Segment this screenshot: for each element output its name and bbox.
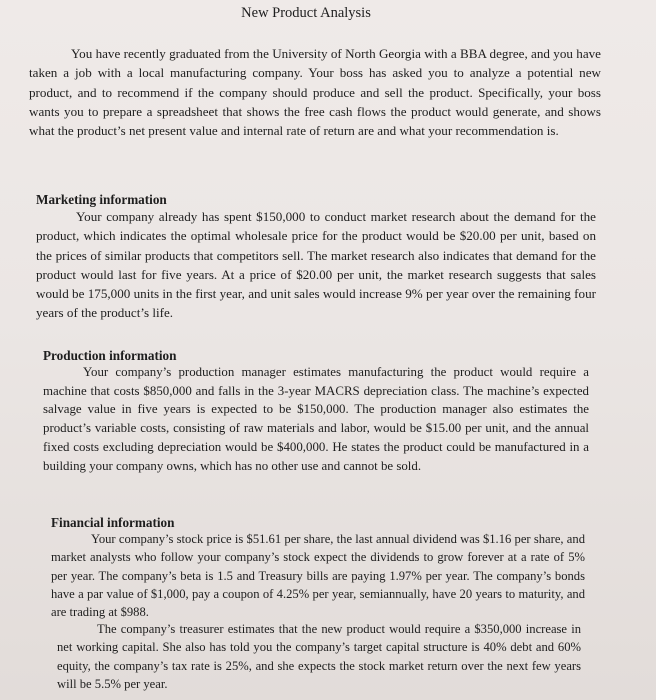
- page-title: New Product Analysis: [241, 5, 371, 21]
- financial-heading: Financial information: [51, 515, 175, 530]
- intro-paragraph: You have recently graduated from the University of North Georgia with a BBA degree, and you have taken a job with a local manufacturing company. Your boss has asked you to analyze a potential new product, and to recommend if the company should produce and sell the product. Specifically, your boss wants you to prepare a spreadsheet that shows the free cash flows the product would generate, and shows what the product’s net present value and internal rate of return are and what your recommendation is.: [29, 46, 601, 139]
- financial-paragraph-1: Your company’s stock price is $51.61 per share, the last annual dividend was $1.16 per share, and market analysts who follow your company’s stock expect the dividends to grow forever at a rate of 5% per year. The company’s beta is 1.5 and Treasury bills are paying 1.97% per year. The company’s bonds have a par value of $1,000, pay a coupon of 4.25% per year, semiannually, have 20 years to maturity, and are trading at $988.: [51, 532, 585, 620]
- marketing-paragraph: Your company already has spent $150,000 to conduct market research about the demand for the product, which indicates the optimal wholesale price for the product would be $20.00 per unit, based on the prices of similar products that competitors sell. The market research also indicates that demand for the product would last for five years. At a price of $20.00 per unit, the market research suggests that sales would be 175,000 units in the first year, and unit sales would increase 9% per year over the remaining four years of the product’s life.: [36, 209, 596, 321]
- production-paragraph: Your company’s production manager estimates manufacturing the product would require a machine that costs $850,000 and falls in the 3-year MACRS depreciation class. The machine’s expected salvage value in five years is expected to be $150,000. The production manager also estimates the product’s variable costs, consisting of raw materials and labor, would be $15.00 per unit, and the annual fixed costs excluding depreciation would be $400,000. He states the product could be manufactured in a building your company owns, which has no other use and cannot be sold.: [43, 365, 589, 473]
- financial-paragraph-2: The company’s treasurer estimates that the new product would require a $350,000 increase in net working capital. She also has told you the company’s target capital structure is 40% debt and 60% equity, the company’s tax rate is 25%, and she expects the stock market return over the next few years will be 5.5% per year.: [57, 622, 581, 691]
- marketing-heading: Marketing information: [36, 192, 167, 207]
- production-heading: Production information: [43, 348, 177, 363]
